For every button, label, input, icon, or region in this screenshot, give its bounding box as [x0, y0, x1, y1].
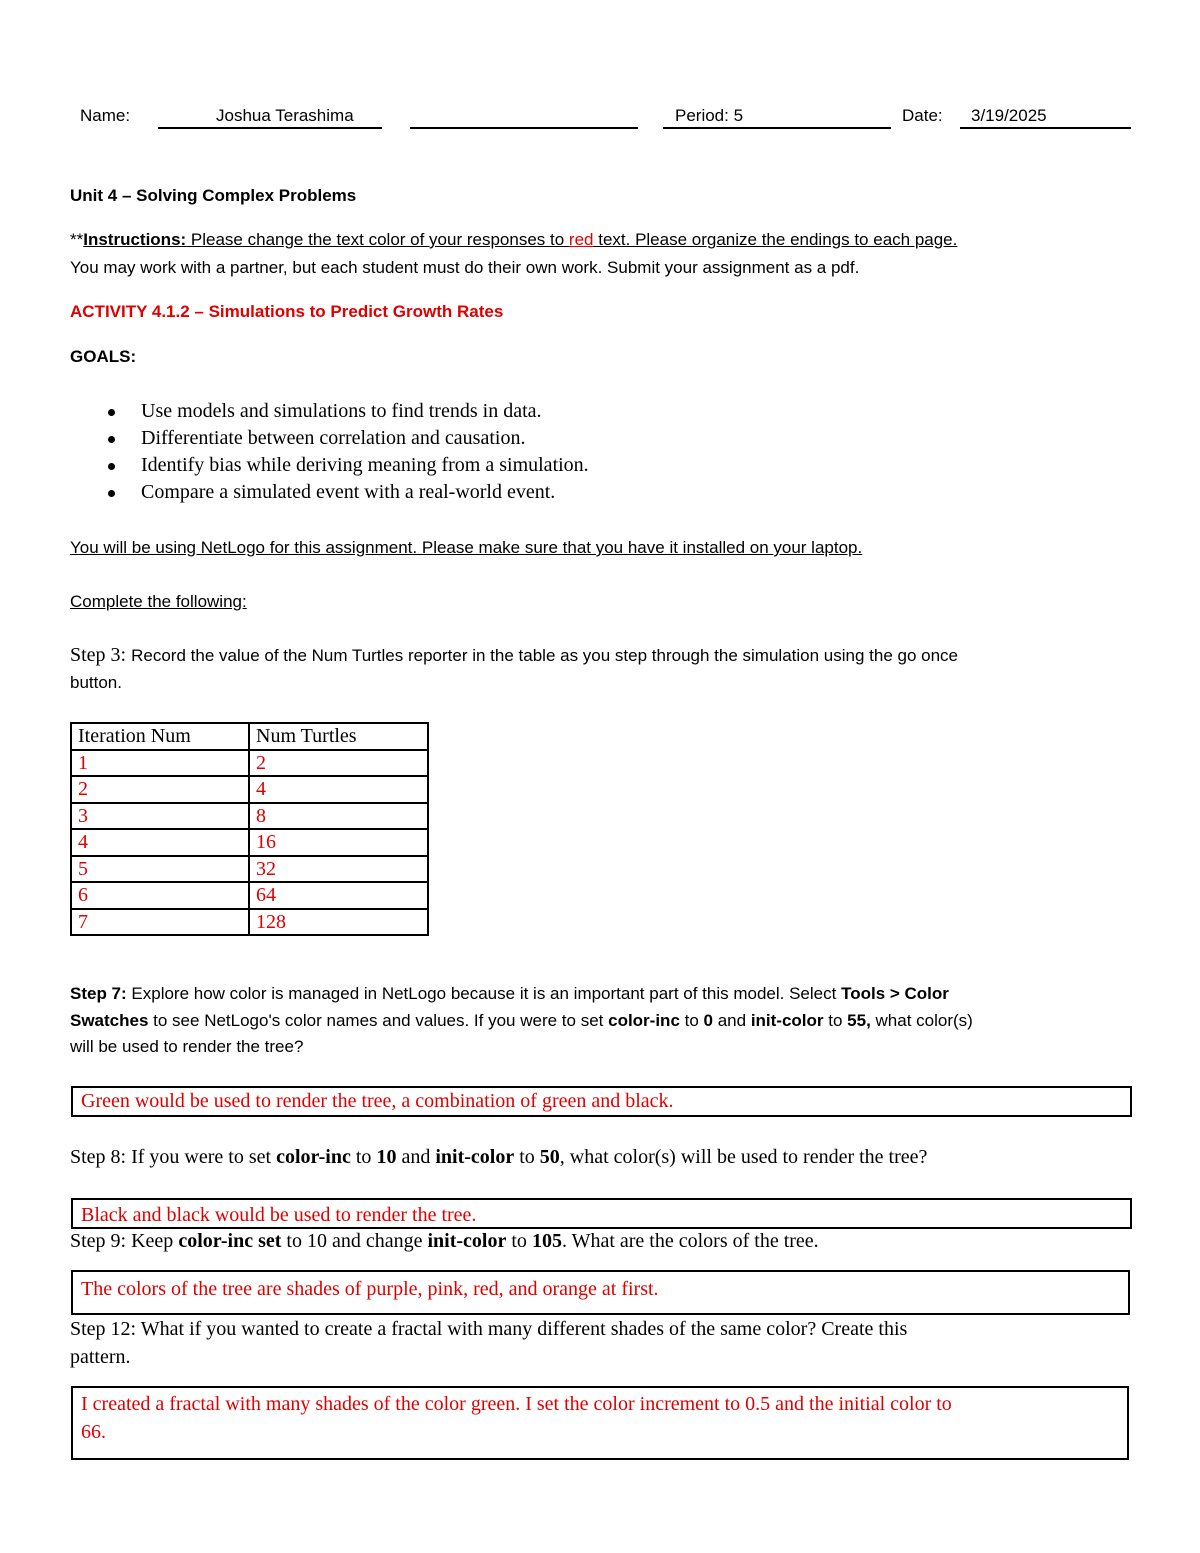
activity-title: ACTIVITY 4.1.2 – Simulations to Predict Growth Rates: [70, 302, 504, 321]
instructions-red-word: red: [568, 230, 594, 249]
step9-text: . What are the colors of the tree.: [561, 1230, 819, 1252]
table-row: [71, 909, 428, 936]
period-label[interactable]: Period: 5: [675, 106, 744, 125]
date-value[interactable]: 3/19/2025: [971, 106, 1047, 125]
step7-bold: init-color: [750, 1011, 824, 1030]
goal-item: [108, 425, 589, 452]
table-row: [71, 829, 428, 856]
answer-text: I created a fractal with many shades of the color green. I set the color increment to 0.5 and the initial color to: [81, 1393, 952, 1415]
goal-item: [108, 479, 589, 506]
table-row: [71, 803, 428, 830]
table-cell[interactable]: 16: [249, 829, 428, 856]
instructions-text-2: text. Please organize the endings to each page.: [593, 230, 958, 249]
step9-question: [70, 1230, 819, 1253]
step8-bold: 10: [376, 1146, 397, 1168]
blank-underline: [410, 127, 638, 129]
step8-text: to: [350, 1146, 377, 1168]
answer-text: 66.: [81, 1421, 106, 1443]
instructions-text-1: Please change the text color of your responses to: [186, 230, 569, 249]
step8-text: and: [396, 1146, 436, 1168]
date-label: Date:: [902, 106, 943, 125]
step7-bold: 0: [703, 1011, 713, 1030]
table-row: [71, 856, 428, 883]
answer-text: The colors of the tree are shades of purple, pink, red, and orange at first.: [81, 1278, 659, 1300]
table-cell[interactable]: 2: [71, 776, 249, 803]
table-cell[interactable]: 5: [71, 856, 249, 883]
table-cell[interactable]: 4: [71, 829, 249, 856]
step7-text: Explore how color is managed in NetLogo because it is an important part of this model. Select: [126, 984, 842, 1003]
bullet-icon: [108, 463, 115, 470]
step7-line1: [70, 984, 949, 1004]
step7-text: to see NetLogo's color names and values. If you were to set: [148, 1011, 609, 1030]
step8-bold: color-inc: [276, 1146, 351, 1168]
table-cell[interactable]: 7: [71, 909, 249, 936]
step7-label: Step 7:: [70, 984, 127, 1003]
table-cell[interactable]: 128: [249, 909, 428, 936]
unit-title: Unit 4 – Solving Complex Problems: [70, 186, 357, 205]
goals-list: [108, 398, 589, 506]
table-header-row: [71, 723, 428, 750]
step7-line3: will be used to render the tree?: [70, 1037, 304, 1056]
step12-line2: pattern.: [70, 1346, 131, 1368]
step3-line2: button.: [70, 673, 122, 692]
column-header: Iteration Num: [71, 723, 249, 750]
answer-box-step7[interactable]: [71, 1086, 1132, 1117]
step8-bold: 50: [539, 1146, 560, 1168]
answer-box-step8[interactable]: [71, 1198, 1132, 1229]
step7-text: to: [679, 1011, 704, 1030]
step7-bold: Tools > Color: [841, 984, 949, 1003]
step3-line1: [70, 644, 958, 667]
answer-text: Green would be used to render the tree, a combination of green and black.: [81, 1090, 674, 1112]
step9-bold: init-color: [427, 1230, 507, 1252]
step7-text: to: [823, 1011, 848, 1030]
complete-following: Complete the following:: [70, 592, 247, 611]
step7-text: and: [713, 1011, 751, 1030]
period-underline: [663, 127, 891, 129]
step7-bold: color-inc: [608, 1011, 680, 1030]
table-cell[interactable]: 64: [249, 882, 428, 909]
date-underline: [960, 127, 1131, 129]
step8-bold: init-color: [435, 1146, 515, 1168]
table-cell[interactable]: 2: [249, 750, 428, 777]
goal-item: [108, 452, 589, 479]
step8-question: [70, 1146, 927, 1169]
table-row: [71, 882, 428, 909]
answer-box-step9[interactable]: [71, 1270, 1130, 1315]
bullet-icon: [108, 436, 115, 443]
goal-text: Use models and simulations to find trends in data.: [141, 400, 542, 422]
turtles-table: [70, 722, 429, 936]
instructions-line1: [70, 230, 957, 250]
step9-text: Step 9: Keep: [70, 1230, 179, 1252]
table-row: [71, 750, 428, 777]
step9-bold: 105: [531, 1230, 562, 1252]
table-row: [71, 776, 428, 803]
name-label: Name:: [80, 106, 131, 125]
column-header: Num Turtles: [249, 723, 428, 750]
table-cell[interactable]: 4: [249, 776, 428, 803]
step8-text: , what color(s) will be used to render the tree?: [559, 1146, 928, 1168]
step8-text: Step 8: If you were to set: [70, 1146, 277, 1168]
step3-label: Step 3:: [70, 644, 132, 666]
step7-bold: 55,: [847, 1011, 871, 1030]
step7-bold: Swatches: [70, 1011, 149, 1030]
instructions-label: Instructions:: [83, 230, 187, 249]
netlogo-note: You will be using NetLogo for this assignment. Please make sure that you have it installed on your laptop.: [70, 538, 863, 557]
bullet-icon: [108, 409, 115, 416]
bullet-icon: [108, 490, 115, 497]
answer-box-step12[interactable]: [71, 1386, 1129, 1460]
instructions-line2: You may work with a partner, but each student must do their own work. Submit your assignment as a pdf.: [70, 258, 860, 277]
answer-text: Black and black would be used to render the tree.: [81, 1204, 477, 1226]
goal-text: Compare a simulated event with a real-world event.: [141, 481, 556, 503]
step9-text: to: [506, 1230, 532, 1252]
table-cell[interactable]: 1: [71, 750, 249, 777]
step12-line1: Step 12: What if you wanted to create a fractal with many different shades of the same color? Create this: [70, 1318, 908, 1340]
name-value[interactable]: Joshua Terashima: [216, 106, 354, 125]
name-underline: [158, 127, 382, 129]
instructions-prefix: **: [70, 230, 84, 249]
goal-text: Differentiate between correlation and causation.: [141, 427, 526, 449]
table-cell[interactable]: 8: [249, 803, 428, 830]
step8-text: to: [514, 1146, 540, 1168]
table-cell[interactable]: 3: [71, 803, 249, 830]
step7-text: what color(s): [870, 1011, 973, 1030]
goal-item: [108, 398, 589, 425]
step9-bold: color-inc set: [178, 1230, 282, 1252]
goal-text: Identify bias while deriving meaning from a simulation.: [141, 454, 589, 476]
step9-text: to 10 and change: [281, 1230, 428, 1252]
step3-text: Record the value of the Num Turtles reporter in the table as you step through the simulation using the go once: [131, 646, 958, 665]
goals-title: GOALS:: [70, 347, 137, 366]
step7-line2: [70, 1011, 973, 1031]
table-cell[interactable]: 32: [249, 856, 428, 883]
table-cell[interactable]: 6: [71, 882, 249, 909]
